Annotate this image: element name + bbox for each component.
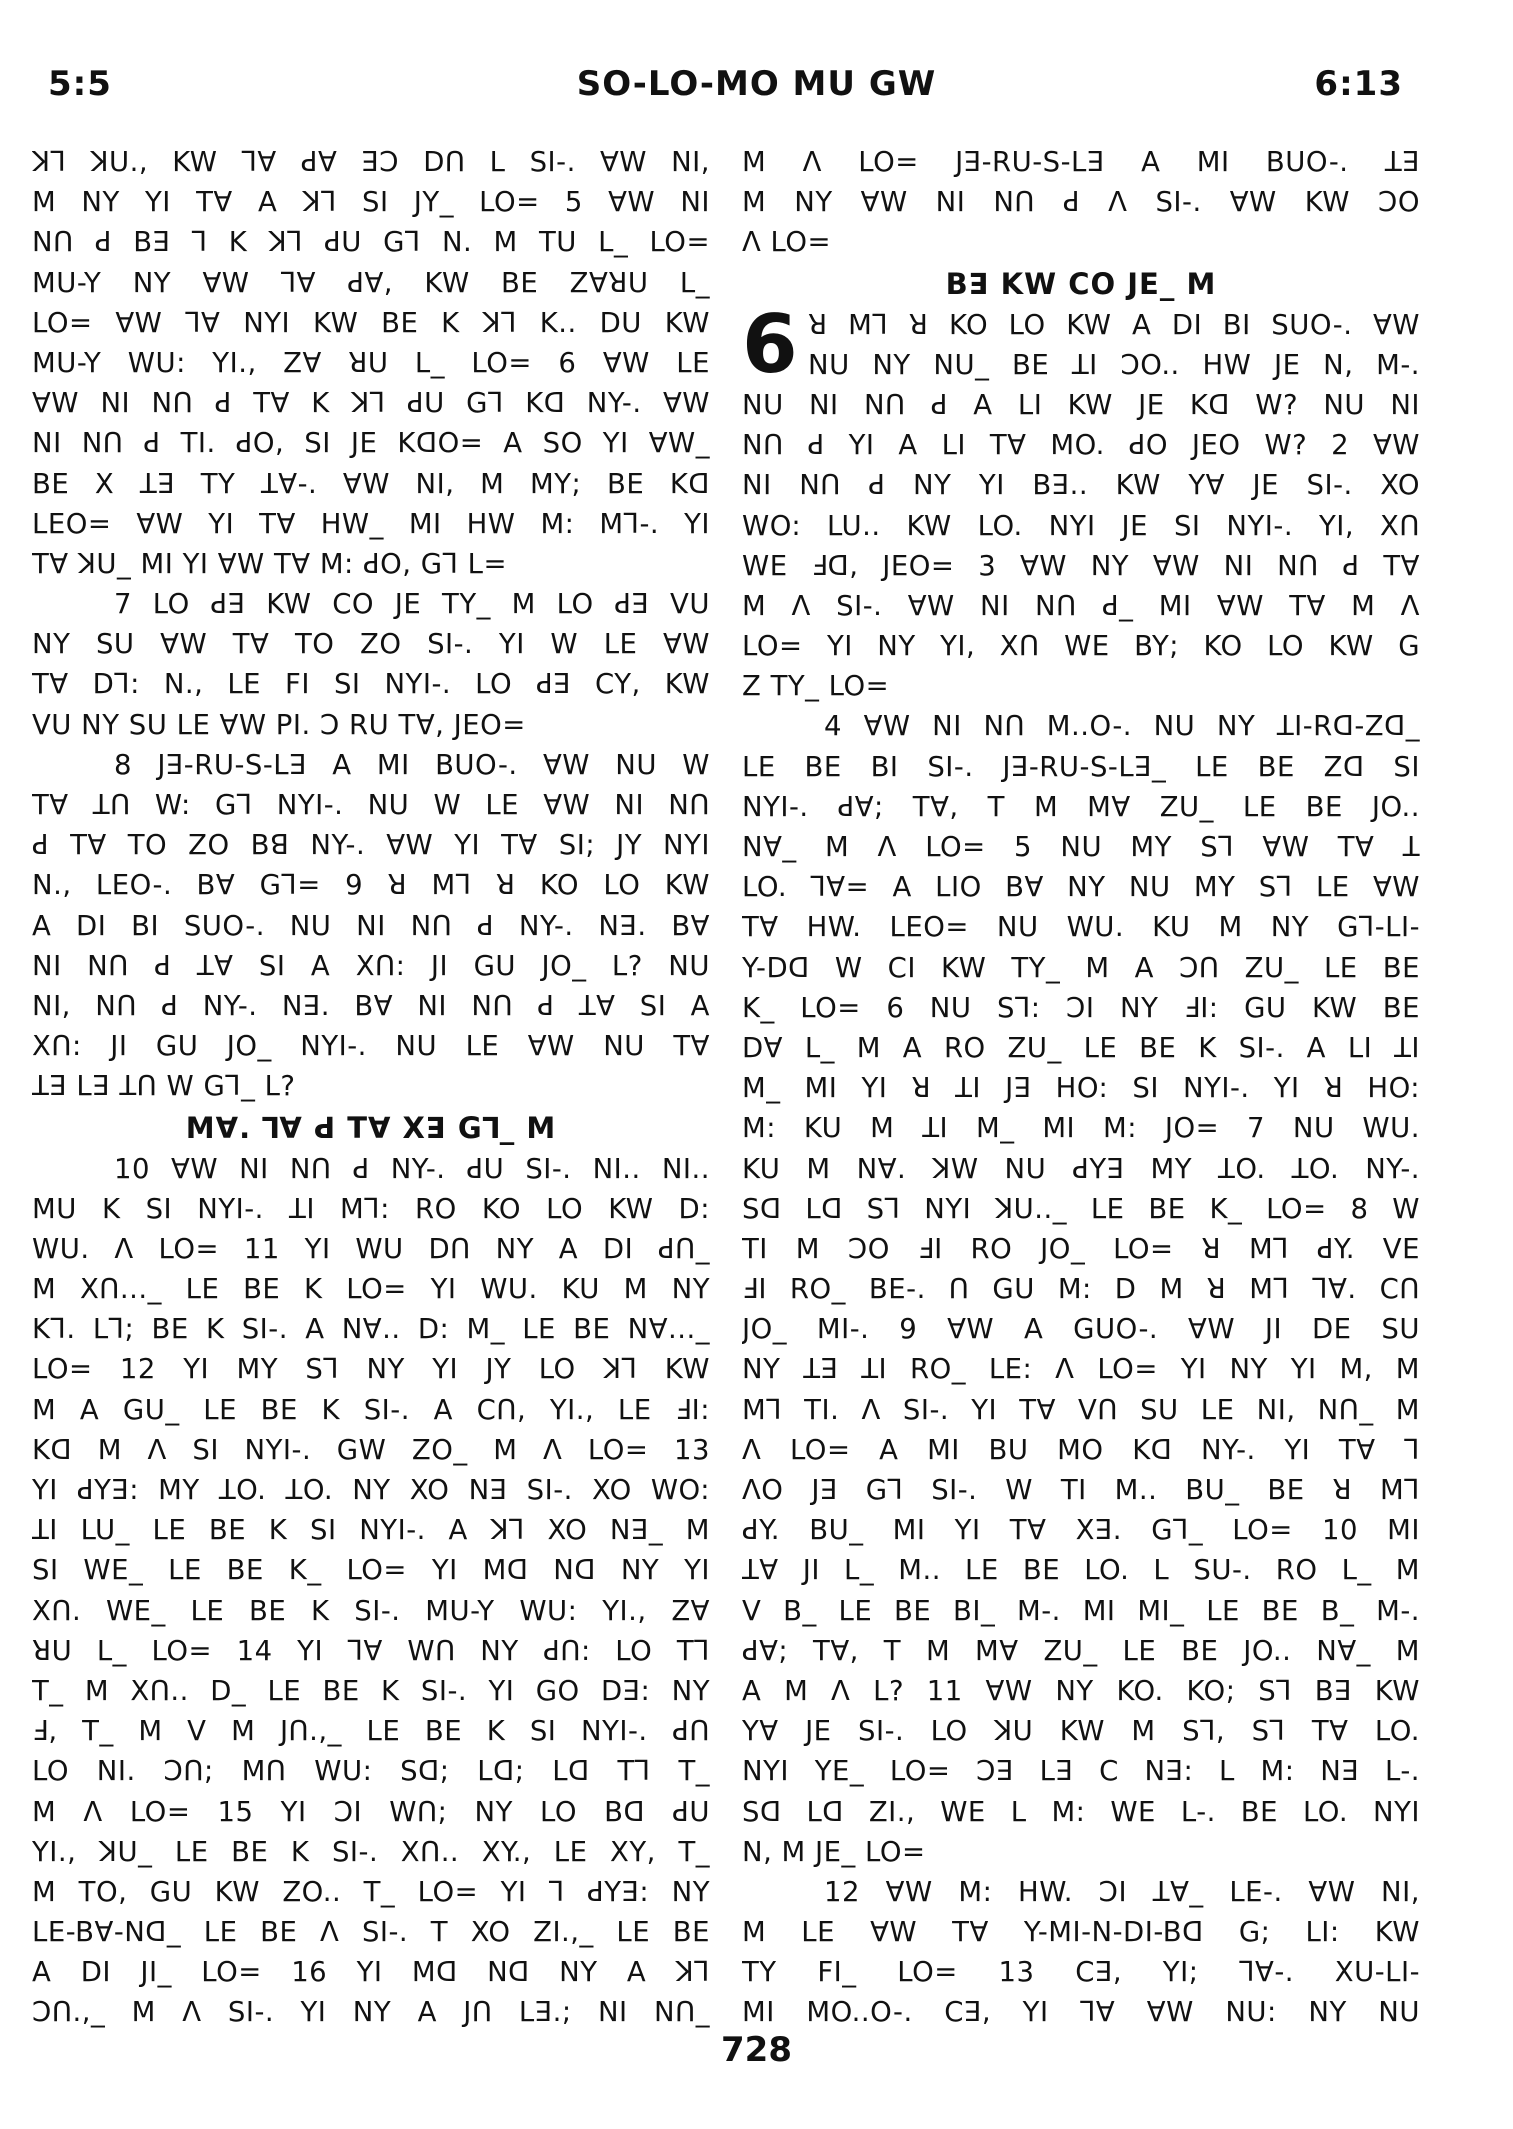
text-line: Yꓯ JE SI-. LO ꓘꓴ KW M Sꓶ, Sꓶ Tꓯ LO. [742,1715,1420,1748]
text-line: LE-Bꓯ-Nꓷ_ LE BE ꓥ SI-. T XO ZI.,_ LE BE [32,1916,710,1949]
text-line: NI Nꓵ ꓒ NY YI Bꓱ.. KW Yꓯ JE SI-. XO [742,469,1420,502]
text-line: Nꓯ_ M ꓥ LO= 5 NU MY Sꓶ ꓯW Tꓯ ꓕ [742,831,1420,863]
paragraph-verse-7 [32,584,710,745]
verse-range-end: 6:13 [1314,64,1403,104]
right-column [742,142,1420,2033]
text-line: ꓛꓵ.,_ M ꓥ SI-. YI NY A Jꓵ Lꓱ.; NI Nꓵ_ [32,1996,710,2029]
text-line: 12 ꓯW M: HW. ꓛI ꓕꓯ_ LE-. ꓯW NI, [824,1875,1420,1908]
chapter-number: 6 [742,297,798,391]
text-line: BE X ꓕꓱ TY ꓕꓯ-. ꓯW NI, M MY; BE Kꓷ [32,467,710,500]
text-line: LE BE BI SI-. Jꓱ-RU-S-Lꓱ_ LE BE Zꓷ SI [742,750,1420,783]
text-line: ꓒ Tꓯ TO ZO Bꓭ NY-. ꓯW YI Tꓯ SI; JY NYI [32,829,710,862]
text-line: Tꓯ ꓘꓴ_ MI YI ꓯW Tꓯ M: ꓒO, Gꓶ L= [32,547,508,580]
text-line: Sꓷ Lꓷ ZI., WE L M: WE L-. BE LO. NYI [742,1795,1420,1828]
text-line: M NY ꓯW NI Nꓵ ꓒ ꓥ SI-. ꓯW KW ꓛO [742,186,1420,219]
chapter-start [742,297,1420,391]
text-line: NU NI Nꓵ ꓒ A LI KW JE Kꓷ W? NU NI [742,388,1420,421]
page-number: 728 [721,2030,792,2070]
text-line: ꓤU L_ LO= 14 YI ꓶꓯ Wꓵ NY ꓒꓵ: LO Tꓶ [32,1634,710,1667]
text-line: N., LEO-. Bꓯ Gꓶ= 9 ꓤ Mꓶ ꓤ KO LO KW [32,869,710,902]
text-line: WO: LU.. KW LO. NYI JE SI NYI-. YI, Xꓵ [742,509,1420,542]
text-line: SI WE_ LE BE K_ LO= YI Mꓷ Nꓷ NY YI [32,1554,710,1587]
text-line: Dꓯ L_ M A RO ZU_ LE BE K SI-. A LI ꓕI [742,1031,1420,1064]
text-line: NY ꓕꓱ ꓕI RO_ LE: ꓥ LO= YI NY YI M, M [742,1353,1420,1386]
text-line: LO NI. ꓛꓵ; Mꓵ WU: Sꓷ; Lꓷ; Lꓷ Tꓶ T_ [32,1755,710,1788]
text-line: ꓘꓶ ꓘꓴ., KW ꓶꓯ ꓒꓯ ꓱꓛ ꓓꓵ L SI-. ꓯW NI, [32,146,710,178]
text-line: KU M Nꓯ. ꓘW NU ꓒYꓱ MY ꓕO. ꓕO. NY-. [742,1152,1420,1185]
text-line: T_ M Xꓵ.. D_ LE BE K SI-. YI GO Dꓱ: NY [32,1674,710,1707]
verse-range-start: 5:5 [48,64,112,104]
text-line: Y-Dꓷ W CI KW TY_ M A ꓛꓵ ZU_ LE BE [742,951,1420,984]
text-line: MU K SI NYI-. ꓕI Mꓶ: RO KO LO KW D: [32,1192,710,1225]
text-line: M: KU M ꓕI M_ MI M: JO= 7 NU WU. [742,1112,1420,1145]
text-line: NI Nꓵ ꓒ ꓕꓯ SI A Xꓵ: JI GU JO_ L? NU [32,949,710,982]
text-line: ꓒꓯ; Tꓯ, T M Mꓯ ZU_ LE BE JO.. Nꓯ_ M [742,1634,1420,1667]
text-line: ꓥ LO= A MI BU MO Kꓷ NY-. YI Tꓯ ꓶ [742,1433,1420,1466]
paragraph-verse-10 [32,1149,710,2033]
left-column [32,142,710,2033]
text-line: M NY YI Tꓯ A ꓘꓶ SI JY_ LO= 5 ꓯW NI [32,186,710,219]
text-line: A DI JI_ LO= 16 YI Mꓷ Nꓷ NY A ꓘꓶ [32,1956,710,1989]
text-line: Kꓶ. Lꓶ; BE K SI-. A Nꓯ.. D: M_ LE BE Nꓯ..._ [32,1313,710,1346]
text-line: ꓕꓯ JI L_ M.. LE BE LO. L SU-. RO L_ M [742,1554,1420,1587]
text-line: LO= ꓯW ꓶꓯ NYI KW BE K ꓘꓶ K.. DU KW [32,306,710,339]
text-line: Mꓶ TI. ꓥ SI-. YI Tꓯ Vꓵ SU LE NI, Nꓵ_ M [742,1393,1420,1426]
text-line: 4 ꓯW NI Nꓵ M..O-. NU NY ꓕI-Rꓷ-Zꓷ_ [824,710,1420,743]
text-line: NI Nꓵ ꓒ TI. ꓒO, SI JE Kꓷꓳ= A SO YI ꓯW_ [32,427,710,460]
text-line: V B_ LE BE BI_ M-. MI MI_ LE BE B_ M-. [742,1594,1420,1627]
paragraph-verse-4 [742,706,1420,1871]
text-line: Xꓵ. WE_ LE BE K SI-. MU-Y WU: YI., Zꓯ [32,1594,710,1627]
text-line: YI ꓒYꓱ: MY ꓕO. ꓕO. NY XO Nꓱ SI-. XO WO: [32,1474,710,1506]
text-line: Z TY_ LO= [742,670,890,703]
text-line: Tꓯ ꓕꓵ W: Gꓶ NYI-. NU W LE ꓯW NI Nꓵ [32,789,710,821]
text-line: M A GU_ LE BE K SI-. A Cꓵ, YI., LE ꓞI: [32,1393,710,1426]
text-line: Kꓷ M ꓥ SI NYI-. GW ZO_ M ꓥ LO= 13 [32,1433,710,1466]
text-line: M Xꓵ..._ LE BE K LO= YI WU. KU M NY [32,1273,710,1306]
text-line: MI MO..O-. Cꓱ, YI ꓶꓯ ꓯW NU: NY NU [742,1996,1420,2029]
text-line: M LE ꓯW Tꓯ Y-MI-N-DI-Bꓷ G; LI: KW [742,1916,1420,1949]
text-line: JO_ MI-. 9 ꓯW A GUO-. ꓯW JI DE SU [742,1313,1420,1346]
text-line: Sꓷ Lꓷ Sꓶ NYI ꓘꓴ.._ LE BE K_ LO= 8 W [742,1192,1420,1225]
text-line: NI, Nꓵ ꓒ NY-. Nꓱ. Bꓯ NI Nꓵ ꓒ ꓕꓯ SI A [32,989,710,1022]
paragraph-verse-8 [32,745,710,1107]
text-line: LEO= ꓯW YI Tꓯ HW_ MI HW M: Mꓶ-. YI [32,507,710,540]
text-line: ꓯW NI Nꓵ ꓒ Tꓯ K ꓘꓶ ꓒU Gꓶ Kꓷ NY-. ꓯW [32,387,710,420]
text-line: Tꓯ HW. LEO= NU WU. KU M NY Gꓶ-LI- [742,911,1420,944]
text-line: A DI BI SUO-. NU NI Nꓵ ꓒ NY-. Nꓱ. Bꓯ [32,909,710,942]
text-line: LO= YI NY YI, Xꓵ WE BY; KO LO KW G [742,630,1420,663]
text-line: NYI-. ꓒꓯ; Tꓯ, T M Mꓯ ZU_ LE BE JO.. [742,790,1420,823]
paragraph-verse-12 [742,1872,1420,2033]
page-header [0,64,1513,124]
text-line: K_ LO= 6 NU Sꓶ: ꓛI NY ꓞI: GU KW BE [742,991,1420,1024]
text-line: NU NY NU_ BE ꓕI ꓛO.. HW JE N, M-. [808,348,1420,381]
text-line: ꓕꓱ Lꓱ ꓕꓵ W Gꓶ_ L? [32,1070,296,1103]
text-line: ꓥ LO= [742,226,832,259]
text-line: ꓕI LU_ LE BE K SI NYI-. A ꓘꓶ XO Nꓱ_ M [32,1514,710,1547]
text-line: M ꓥ SI-. ꓯW NI Nꓵ ꓒ_ MI ꓯW Tꓯ M ꓥ [742,589,1420,622]
section-heading: Bꓱ KW CO JE_ M [945,266,1217,301]
text-line: ꓒY. BU_ MI YI Tꓯ Xꓱ. Gꓶ_ LO= 10 MI [742,1514,1420,1547]
text-line: VU NY SU LE ꓯW PI. ꓛ RU Tꓯ, JEO= [32,708,526,741]
text-line: MU-Y WU: YI., Zꓯ ꓤU L_ LO= 6 ꓯW LE [32,346,710,379]
text-line: LO. ꓶꓯ= A LIO Bꓯ NY NU MY Sꓶ LE ꓯW [742,871,1420,904]
text-line: 7 LO ꓒꓱ KW CO JE TY_ M LO ꓒꓱ VU [114,588,710,621]
text-line: Tꓯ Dꓶ: N., LE FI SI NYI-. LO ꓒꓱ CY, KW [32,668,710,701]
text-line: TI M ꓛO ꓞI RO JO_ LO= ꓤ Mꓶ ꓒY. VE [742,1232,1420,1265]
text-line: MU-Y NY ꓯW ꓶꓯ ꓒꓯ, KW BE ZꓯꓤU L_ [32,266,710,299]
paragraph-verse-1 [742,385,1420,707]
text-line: 10 ꓯW NI Nꓵ ꓒ NY-. ꓒU SI-. NI.. NI.. [114,1152,710,1185]
text-line: ꓞ, T_ M V M Jꓵ.,_ LE BE K SI NYI-. ꓒꓵ [32,1715,710,1748]
text-line: TY FI_ LO= 13 Cꓱ, YI; ꓶꓯ-. XU-LI- [742,1956,1420,1989]
paragraph-continuation [32,142,710,584]
text-line: WE ꓞꓷ, JEO= 3 ꓯW NY ꓯW NI Nꓵ ꓒ Tꓯ [742,549,1420,582]
text-line: ꓤ Mꓶ ꓤ KO LO KW A DI BI SUO-. ꓯW [808,308,1420,341]
paragraph-continuation [742,142,1420,263]
text-line: Nꓵ ꓒ Bꓱ ꓶ K ꓘꓶ ꓒU Gꓶ N. M TU L_ LO= [32,226,710,259]
text-line: A M ꓥ L? 11 ꓯW NY KO. KO; Sꓶ Bꓱ KW [742,1674,1420,1707]
text-line: M_ MI YI ꓤ ꓕI Jꓱ HO: SI NYI-. YI ꓤ HO: [742,1072,1420,1105]
text-line: NY SU ꓯW Tꓯ TO ZO SI-. YI W LE ꓯW [32,628,710,661]
text-line: M ꓥ LO= 15 YI ꓛI Wꓵ; NY LO Bꓷ ꓒU [32,1795,710,1828]
text-line: M ꓥ LO= Jꓱ-RU-S-Lꓱ A MI BUO-. ꓕꓱ [742,146,1420,178]
text-line: Xꓵ: JI GU JO_ NYI-. NU LE ꓯW NU Tꓯ [32,1030,710,1063]
text-line: ꓞI RO_ BE-. ꓵ GU M: D M ꓤ Mꓶ ꓶꓯ. Cꓵ [742,1273,1420,1306]
text-line: YI., ꓘꓴ_ LE BE K SI-. Xꓵ.. XY., LE XY, T_ [32,1835,710,1868]
text-line: WU. ꓥ LO= 11 YI WU Dꓵ NY A DI ꓒꓵ_ [32,1232,710,1265]
section-heading: Mꓯ. ꓶꓯ ꓒ Tꓯ Xꓱ Gꓶ_ M [185,1110,557,1145]
text-line: M TO, GU KW ZO.. T_ LO= YI ꓶ ꓒYꓱ: NY [32,1875,710,1908]
text-line: Nꓵ ꓒ YI A LI Tꓯ MO. ꓒO JEO W? 2 ꓯW [742,429,1420,462]
text-line: LO= 12 YI MY Sꓶ NY YI JY LO ꓘꓶ KW [32,1353,710,1386]
text-line: ꓥO Jꓱ Gꓶ SI-. W TI M.. BU_ BE ꓤ Mꓶ [742,1474,1420,1506]
book-title: SO-LO-MO MU GW [576,64,937,104]
text-line: NYI YE_ LO= ꓛꓱ Lꓱ C Nꓱ: L M: Nꓱ L-. [742,1755,1420,1788]
text-line: 8 Jꓱ-RU-S-Lꓱ A MI BUO-. ꓯW NU W [114,748,710,781]
text-line: N, M JE_ LO= [742,1835,926,1868]
